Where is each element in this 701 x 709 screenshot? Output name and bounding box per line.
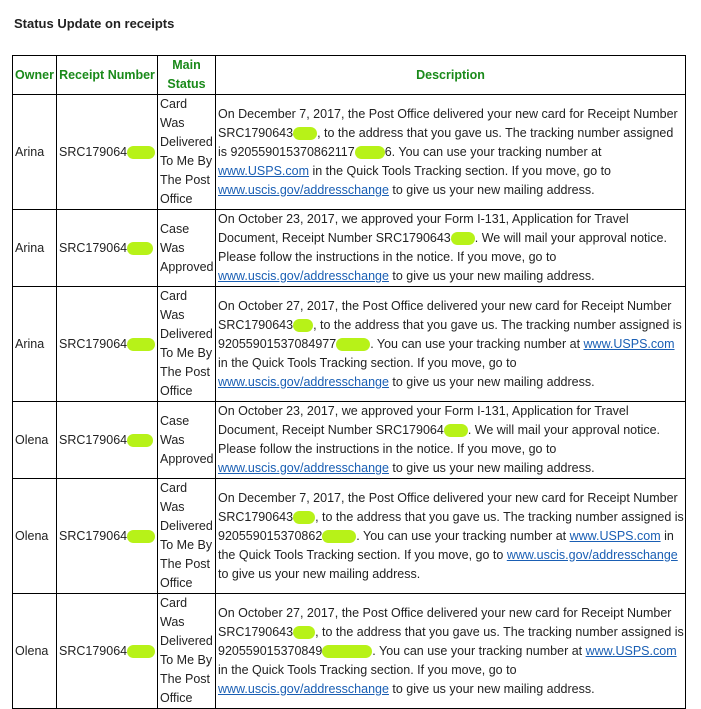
owner-cell: Olena xyxy=(13,479,57,594)
desc-text: . We will mail your approval notice. Please follow the instructions in the notice. If you move, go to xyxy=(218,231,667,264)
page-title: Status Update on receipts xyxy=(14,16,175,31)
description-header: Description xyxy=(216,56,686,95)
desc-text: to give us your new mailing address. xyxy=(388,681,595,696)
redaction-mark xyxy=(127,146,155,159)
redaction-mark xyxy=(336,338,370,351)
header-row xyxy=(13,56,686,95)
receipt-cell xyxy=(57,594,158,709)
owner-cell: Olena xyxy=(13,402,57,479)
desc-text: . You can use your tracking number at xyxy=(370,336,584,351)
address-change-link[interactable]: www.uscis.gov/addresschange xyxy=(218,374,389,389)
redaction-mark xyxy=(444,424,468,437)
description-cell xyxy=(216,210,686,287)
status-cell: Card Was Delivered To Me By The Post Office xyxy=(158,95,216,210)
usps-link[interactable]: www.USPS.com xyxy=(585,643,677,658)
receipt-cell xyxy=(57,95,158,210)
receipt-cell xyxy=(57,287,158,402)
address-change-link[interactable]: www.uscis.gov/addresschange xyxy=(218,461,389,475)
desc-text: , to the address that you gave us. The tracking number assigned is 920559015370862 xyxy=(218,509,684,543)
desc-text: . You can use your tracking number at xyxy=(356,528,570,543)
table-row xyxy=(13,287,686,402)
redaction-mark xyxy=(293,511,315,524)
status-cell: Card Was Delivered To Me By The Post Office xyxy=(158,594,216,709)
usps-link[interactable]: www.USPS.com xyxy=(583,336,675,351)
redaction-mark xyxy=(127,242,153,255)
owner-cell: Arina xyxy=(13,95,57,210)
desc-text: to give us your new mailing address. xyxy=(218,566,421,581)
table-row xyxy=(13,479,686,594)
desc-text: . You can use your tracking number at xyxy=(372,643,586,658)
redaction-mark xyxy=(127,645,155,658)
description-cell xyxy=(216,95,686,210)
desc-text: in the Quick Tools Tracking section. If you move, go to xyxy=(309,163,612,178)
table-row xyxy=(13,402,686,479)
desc-text: , to the address that you gave us. The tracking number assigned is 92055901537084977 xyxy=(218,317,682,351)
desc-text: On October 23, 2017, we approved your Form I-131, Application for Travel Document, Receipt Number SRC1790643 xyxy=(218,212,629,245)
desc-text: On October 27, 2017, the Post Office delivered your new card for Receipt Number SRC1790643 xyxy=(218,605,672,639)
desc-text: , to the address that you gave us. The tracking number assigned is 920559015370849 xyxy=(218,624,684,658)
desc-text: to give us your new mailing address. xyxy=(388,269,595,283)
redaction-mark xyxy=(293,319,313,332)
receipt-cell xyxy=(57,402,158,479)
desc-text: On October 27, 2017, the Post Office delivered your new card for Receipt Number SRC1790643 xyxy=(218,298,672,332)
desc-text: to give us your new mailing address. xyxy=(388,182,595,197)
owner-cell: Arina xyxy=(13,210,57,287)
desc-text: to give us your new mailing address. xyxy=(388,374,595,389)
receipt-cell xyxy=(57,479,158,594)
desc-text: On December 7, 2017, the Post Office delivered your new card for Receipt Number SRC1790643 xyxy=(218,490,678,524)
redaction-mark xyxy=(355,146,385,159)
description-cell xyxy=(216,594,686,709)
receipt-number: SRC179064 xyxy=(59,528,128,543)
receipt-number: SRC179064 xyxy=(59,432,128,447)
receipt-number: SRC179064 xyxy=(59,240,128,255)
receipts-table xyxy=(12,55,686,709)
desc-text: , to the address that you gave us. The tracking number assigned is 920559015370862117 xyxy=(218,125,674,159)
receipt-number: SRC179064 xyxy=(59,336,128,351)
redaction-mark xyxy=(127,434,153,447)
table-row xyxy=(13,95,686,210)
desc-text: in the Quick Tools Tracking section. If you move, go to xyxy=(218,355,517,370)
main-status-header: Main Status xyxy=(158,56,216,95)
usps-link[interactable]: www.USPS.com xyxy=(218,163,309,178)
owner-cell: Olena xyxy=(13,594,57,709)
status-cell: Case Was Approved xyxy=(158,210,216,287)
address-change-link[interactable]: www.uscis.gov/addresschange xyxy=(218,269,389,283)
desc-text: to give us your new mailing address. xyxy=(388,461,595,475)
desc-text: On October 23, 2017, we approved your Form I-131, Application for Travel Document, Receipt Number SRC179064 xyxy=(218,404,629,437)
desc-text: On December 7, 2017, the Post Office delivered your new card for Receipt Number SRC1790643 xyxy=(218,106,678,140)
address-change-link[interactable]: www.uscis.gov/addresschange xyxy=(218,681,389,696)
description-cell xyxy=(216,479,686,594)
owner-cell: Arina xyxy=(13,287,57,402)
table-row xyxy=(13,210,686,287)
status-cell: Card Was Delivered To Me By The Post Office xyxy=(158,287,216,402)
receipt-number-header: Receipt Number xyxy=(57,56,158,95)
table-row xyxy=(13,594,686,709)
owner-header: Owner xyxy=(13,56,57,95)
receipt-number: SRC179064 xyxy=(59,643,128,658)
status-cell: Case Was Approved xyxy=(158,402,216,479)
receipt-cell xyxy=(57,210,158,287)
desc-text: in the Quick Tools Tracking section. If you move, go to xyxy=(218,528,674,562)
status-cell: Card Was Delivered To Me By The Post Office xyxy=(158,479,216,594)
desc-text: . We will mail your approval notice. Please follow the instructions in the notice. If you move, go to xyxy=(218,423,661,456)
description-cell xyxy=(216,287,686,402)
usps-link[interactable]: www.USPS.com xyxy=(569,528,661,543)
redaction-mark xyxy=(293,127,317,140)
redaction-mark xyxy=(322,645,372,658)
redaction-mark xyxy=(293,626,315,639)
description-cell xyxy=(216,402,686,479)
receipt-number: SRC179064 xyxy=(59,144,128,159)
address-change-link[interactable]: www.uscis.gov/addresschange xyxy=(506,547,678,562)
redaction-mark xyxy=(451,232,475,245)
redaction-mark xyxy=(322,530,356,543)
redaction-mark xyxy=(127,530,155,543)
desc-text: 6. You can use your tracking number at xyxy=(384,144,602,159)
redaction-mark xyxy=(127,338,155,351)
desc-text: in the Quick Tools Tracking section. If you move, go to xyxy=(218,662,517,677)
address-change-link[interactable]: www.uscis.gov/addresschange xyxy=(218,182,389,197)
